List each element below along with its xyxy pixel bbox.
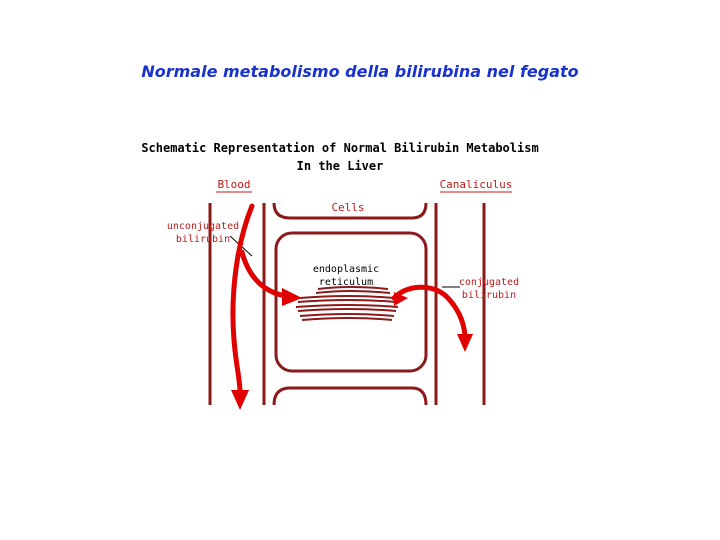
canaliculus-walls bbox=[436, 203, 484, 405]
cell-outlines bbox=[274, 203, 426, 405]
cells-label: Cells bbox=[331, 201, 365, 214]
slide-title: Normale metabolismo della bilirubina nel fegato bbox=[141, 62, 579, 81]
er-label-line1: endoplasmic bbox=[312, 264, 380, 275]
uptake-arrow bbox=[242, 252, 302, 306]
diagram-heading-line2: In the Liver bbox=[296, 159, 384, 173]
blood-flow-arrow bbox=[231, 206, 252, 410]
unconjugated-label-line2: bilirubin bbox=[175, 234, 231, 245]
conjugated-label-line1: conjugated bbox=[458, 277, 520, 288]
diagram-heading-line1: Schematic Representation of Normal Bilirubin Metabolism bbox=[141, 141, 539, 155]
er-label-line2: reticulum bbox=[318, 277, 374, 288]
conjugated-label-line2: bilirubin bbox=[461, 290, 517, 301]
blood-label: Blood bbox=[217, 178, 251, 191]
canaliculus-label: Canaliculus bbox=[439, 178, 513, 191]
endoplasmic-reticulum-stack bbox=[296, 287, 398, 320]
unconjugated-label-line1: unconjugated bbox=[166, 221, 240, 232]
